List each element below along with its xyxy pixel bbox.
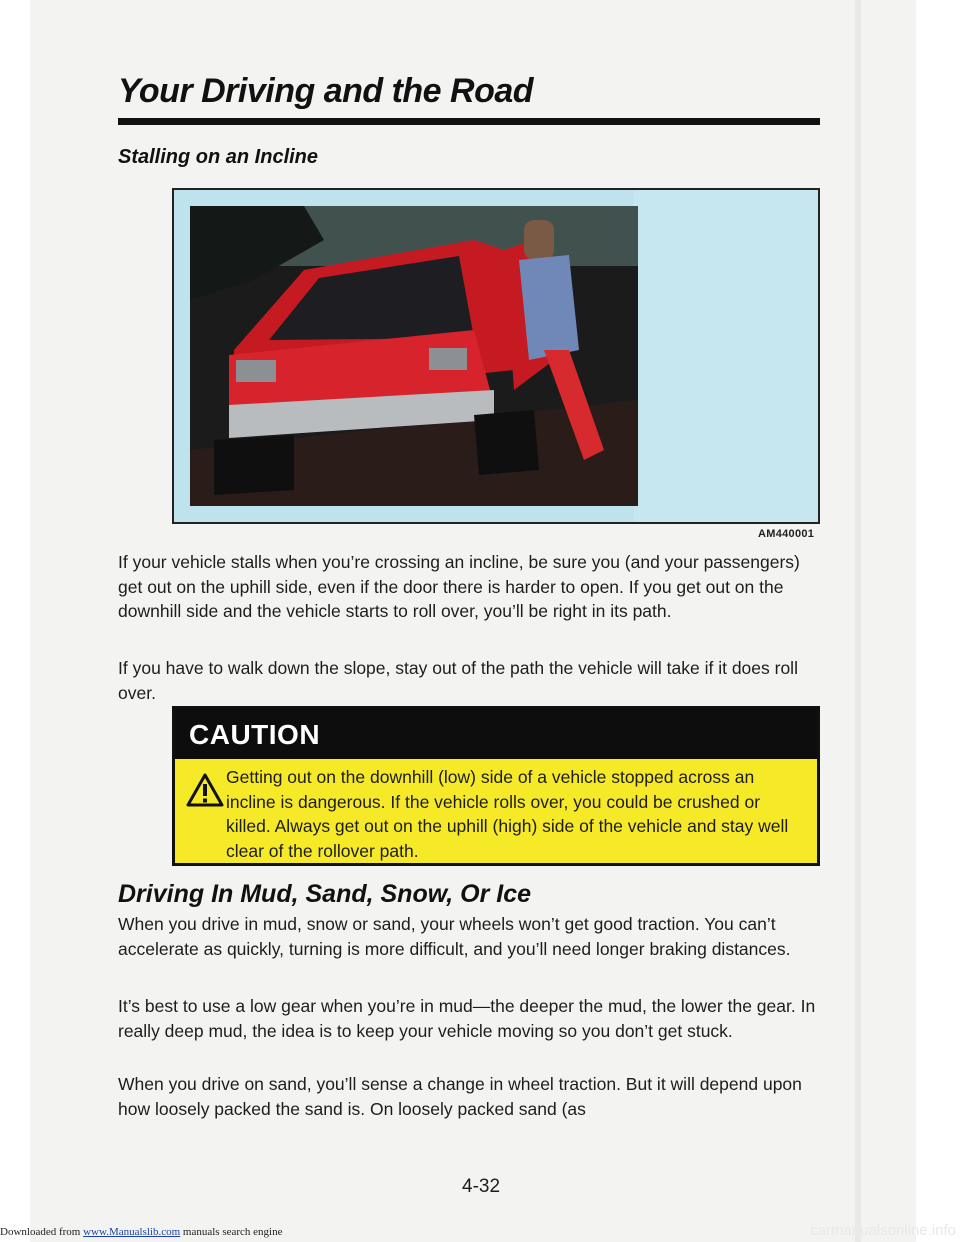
paragraph-walk-down: If you have to walk down the slope, stay out of the path the vehicle will take if it does roll over. [118,658,798,703]
page-number: 4-32 [462,1176,501,1197]
subsection-title: Stalling on an Incline [118,146,319,168]
manualslib-link[interactable]: www.Manualslib.com [83,1226,181,1238]
caution-header [175,709,817,759]
footer-suffix: manuals search engine [180,1226,283,1238]
paragraph-sand: When you drive on sand, you’ll sense a change in wheel traction. But it will depend upon how loosely packed the sand is. On loosely packed sand (as [118,1074,802,1119]
caution-box [172,706,820,866]
page-gutter [855,0,861,1242]
paragraph-traction: When you drive in mud, snow or sand, your wheels won’t get good traction. You can’t accelerate as quickly, turning is more difficult, and you’ll need longer braking distances. [118,914,791,959]
warning-triangle-icon [186,773,224,807]
download-footer [0,1226,282,1238]
figure-code: AM440001 [758,528,815,540]
photo-illustration [174,190,818,522]
section-title: Driving In Mud, Sand, Snow, Or Ice [118,880,532,908]
vehicle-photo [172,188,820,524]
title-rule [118,118,820,125]
footer-prefix: Downloaded from [0,1226,84,1238]
watermark: carmanualsonline.info [810,1222,956,1239]
paragraph-low-gear: It’s best to use a low gear when you’re in mud—the deeper the mud, the lower the gear. In really deep mud, the idea is to keep your vehicle moving so you don’t get stuck. [118,996,816,1041]
caution-text: Getting out on the downhill (low) side of a vehicle stopped across an incline is dangerous. If the vehicle rolls over, you could be crushed or killed. Always get out on the uphill (high) side of the vehicle and stay well clear of the rollover path. [226,767,789,861]
caution-label: CAUTION [189,719,321,750]
paragraph-stall-incline: If your vehicle stalls when you’re crossing an incline, be sure you (and your passengers) get out on the uphill side, even if the door there is harder to open. If you get out on the downhill side and the vehicle starts to roll over, you’ll be right in its path. [118,552,800,621]
page-title: Your Driving and the Road [118,72,534,110]
